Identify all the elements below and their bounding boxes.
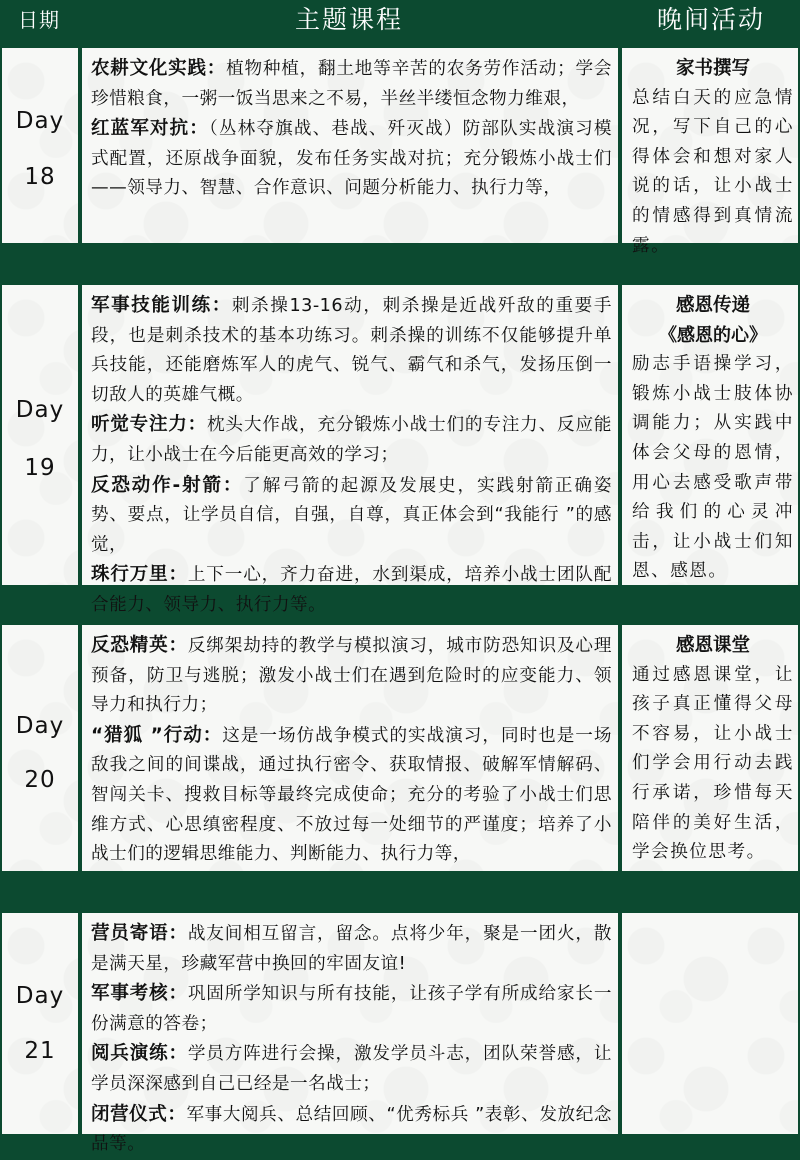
course-item <box>91 919 612 979</box>
evening-text: 通过感恩课堂，让孩子真正懂得父母不容易，让小战士们学会用行动去践行承诺，珍惜每天陪伴的美好生活，学会换位思考。 <box>632 664 794 863</box>
course-item <box>91 631 612 721</box>
day-cell-19 <box>2 285 78 585</box>
day-word: Day <box>15 713 65 739</box>
day-number: 21 <box>24 1038 56 1064</box>
course-item-title: 营员寄语： <box>91 923 188 944</box>
course-item <box>91 979 612 1039</box>
course-cell-18 <box>82 48 618 243</box>
day-cell-20 <box>2 625 78 871</box>
day-cell-18 <box>2 48 78 243</box>
evening-title: 家书撰写 <box>675 58 750 79</box>
day-number: 18 <box>24 164 56 190</box>
course-item-text: 上下一心，齐力奋进，水到渠成，培养小战士团队配合能力、领导力、执行力等。 <box>91 565 612 615</box>
course-item <box>91 560 612 620</box>
evening-cell-18 <box>622 48 798 256</box>
course-item-text: 植物种植，翻土地等辛苦的农务劳作活动；学会珍惜粮食，一粥一饭当思来之不易，半丝半缕恒念物力维艰， <box>91 59 612 109</box>
day-number: 19 <box>24 455 56 481</box>
header-course: 主题课程 <box>294 5 403 34</box>
course-item <box>91 471 612 561</box>
course-cell-20 <box>82 625 618 871</box>
course-item-text: （丛林夺旗战、巷战、歼灭战）防部队实战演习模式配置，还原战争面貌，发布任务实战对抗；充分锻炼小战士们——领导力、智慧、合作意识、问题分析能力、执行力等， <box>91 119 612 199</box>
day-word: Day <box>15 397 65 423</box>
day-word: Day <box>15 108 65 134</box>
course-item-title: 珠行万里： <box>91 564 188 586</box>
course-item-text: 这是一场仿战争模式的实战演习，同时也是一场敌我之间的间谍战，通过执行密令、获取情报、破解军情解码、 智闯关卡、搜救目标等最终完成使命；充分的考验了小战士们思维方式、心思缜密程度、不放过每一处细节的严谨度；培养了小战士们的逻辑思维能力、判断能力、执行力等， <box>91 725 612 865</box>
course-item-title: 反恐动作-射箭： <box>91 474 244 496</box>
course-item-text: 学员方阵进行会操，激发学员斗志，团队荣誉感，让学员深深感到自己已经是一名战士； <box>91 1044 612 1094</box>
course-cell-21 <box>82 913 618 1155</box>
course-item-title: 农耕文化实践： <box>91 58 227 79</box>
evening-cell-19 <box>622 285 798 585</box>
course-item <box>91 54 612 114</box>
course-item <box>91 410 612 470</box>
course-item-title: “猎狐 ”行动： <box>91 724 223 746</box>
course-item-text: 巩固所学知识与所有技能，让孩子学有所成给家长一份满意的答卷； <box>91 984 612 1034</box>
day-cell-21 <box>2 913 78 1134</box>
day-number: 20 <box>24 767 56 793</box>
header-date: 日期 <box>18 8 60 32</box>
course-item-title: 红蓝军对抗： <box>91 118 209 140</box>
evening-cell-21 <box>622 913 798 1134</box>
evening-text: 励志手语操学习，锻炼小战士肢体协调能力；从实践中体会父母的恩情，用心去感受歌声带给我们的心灵冲击，让小战士们知恩、感恩。 <box>632 354 794 582</box>
course-item-text: 枕头大作战，充分锻炼小战士们的专注力、反应能力，让小战士在今后能更高效的学习； <box>91 415 612 465</box>
course-item-title: 闭营仪式： <box>91 1103 187 1125</box>
course-item <box>91 721 612 870</box>
course-cell-19 <box>82 285 618 615</box>
course-item-text: 刺杀操13-16动，刺杀操是近战歼敌的重要手段，也是刺杀技术的基本功练习。刺杀操的训练不仅能够提升单兵技能，还能磨炼军人的虎气、锐气、霸气和杀气，发扬压倒一切敌人的英雄气概。 <box>91 296 612 405</box>
course-item-text: 反绑架劫持的教学与模拟演习，城市防恐知识及心理预备，防卫与逃脱；激发小战士们在遇到危险时的应变能力、领导力和执行力； <box>91 636 612 716</box>
evening-subtitle: 《感恩的心》 <box>659 324 767 346</box>
evening-title: 感恩传递 <box>675 295 750 316</box>
course-item <box>91 1039 612 1099</box>
header-evening: 晚间活动 <box>656 5 765 34</box>
course-item <box>91 291 612 410</box>
evening-title: 感恩课堂 <box>675 635 750 656</box>
course-item-text: 军事大阅兵、总结回顾、“优秀标兵 ”表彰、发放纪念品等。 <box>91 1104 612 1155</box>
course-item-title: 反恐精英： <box>91 635 188 656</box>
course-item-title: 军事考核： <box>91 983 188 1005</box>
course-item-title: 听觉专注力： <box>91 414 207 436</box>
day-word: Day <box>15 983 65 1009</box>
course-item-text: 战友间相互留言，留念。点将少年，聚是一团火，散是满天星，珍藏军营中换回的牢固友谊! <box>91 924 612 974</box>
course-item-title: 军事技能训练： <box>91 295 232 316</box>
course-item <box>91 114 612 204</box>
evening-text: 总结白天的应急情况，写下自己的心得体会和想对家人说的话，让小战士的情感得到真情流露。 <box>632 87 794 256</box>
table-header <box>0 0 800 48</box>
course-item-title: 阅兵演练： <box>91 1043 188 1065</box>
evening-cell-20 <box>622 625 798 871</box>
course-item <box>91 1100 612 1160</box>
course-item-text: 了解弓箭的起源及发展史，实践射箭正确姿势、要点，让学员自信，自强，自尊，真正体会到“我能行 ”的感觉， <box>91 475 612 555</box>
